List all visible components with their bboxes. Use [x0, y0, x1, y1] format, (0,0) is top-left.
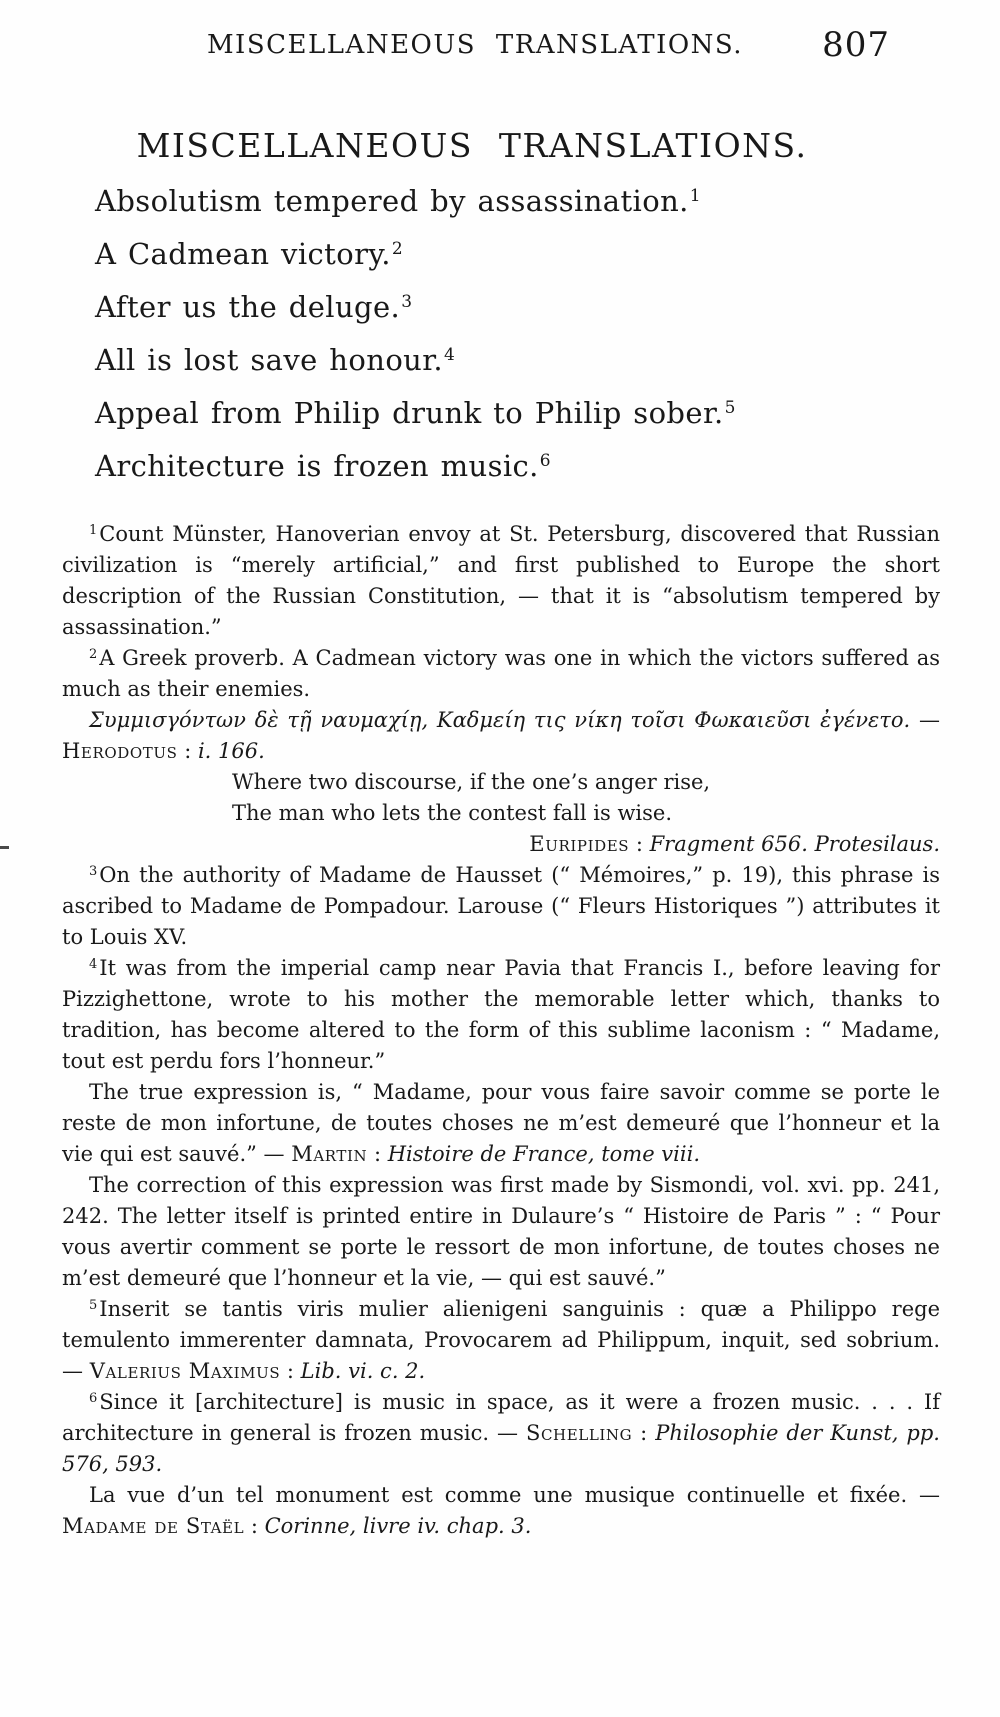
work-title: Philosophie der Kunst, pp. 576, 593. — [62, 1421, 940, 1476]
footnote-para: The true expression is, “ Madame, pour vous faire savoir comme se porte le reste de mon infortune, de toutes choses ne m’est demeuré que l’honneur et la vie qui est sauvé.” — Martin : Histoire de France, tome viii. — [62, 1080, 940, 1166]
author-name: Herodotus — [62, 739, 178, 763]
work-title: Histoire de France, tome viii. — [387, 1142, 700, 1166]
verse-line: Where two discourse, if the one’s anger rise, — [232, 770, 711, 794]
footnote-para: Συμμισγόντων δὲ τῇ ναυμαχίῃ, Καδμείη τις νίκη τοῖσι Φωκαιεῦσι ἐγένετο. — Herodotus : i. 166. — [62, 708, 940, 763]
work-title: Lib. vi. c. 2. — [300, 1359, 426, 1383]
footnote-ref: 6 — [539, 451, 552, 471]
greek-text: Συμμισγόντων δὲ τῇ ναυμαχίῃ, Καδμείη τις νίκη τοῖσι Φωκαιεῦσι ἐγένετο. — [89, 708, 911, 732]
footnote-ref: 5 — [724, 398, 736, 418]
entry-line: A Cadmean victory.$^2$ — [95, 237, 404, 271]
footnote-ref: 4 — [443, 345, 456, 365]
work-title: Fragment 656. — [649, 832, 808, 856]
running-title: MISCELLANEOUS TRANSLATIONS. — [206, 30, 744, 60]
footnote-number: 2 — [89, 647, 98, 662]
entry-line: Appeal from Philip drunk to Philip sober.$^5$ — [95, 396, 736, 430]
work-title: Corinne, livre iv. chap. 3. — [264, 1514, 532, 1538]
verse-block — [62, 767, 940, 860]
author-name: Martin — [291, 1142, 368, 1166]
footnote-para: $^3$On the authority of Madame de Hausset (“ Mémoires,” p. 19), this phrase is ascribed to Madame de Pompadour. Larouse (“ Fleurs Historiques ”) attributes it to Louis XV. — [62, 863, 940, 949]
footnote-ref: 1 — [689, 186, 701, 206]
footnote-para: La vue d’un tel monument est comme une musique continuelle et fixée. — Madame de Staël : Corinne, livre iv. chap. 3. — [62, 1483, 940, 1538]
footnote-para: $^5$Inserit se tantis viris mulier alienigeni sanguinis : quæ a Philippo rege temulento immerenter damnata, Provocarem ad Philippum, inquit, sed sobrium. — Valerius Maximus : Lib. vi. c. 2. — [62, 1297, 940, 1383]
verse-line: The man who lets the contest fall is wise. — [232, 801, 673, 825]
running-head — [0, 25, 1000, 70]
entry-line: Architecture is frozen music.$^6$ — [95, 449, 552, 483]
page-title: MISCELLANEOUS TRANSLATIONS. — [136, 126, 808, 165]
entry-line: After us the deluge.$^3$ — [95, 290, 413, 324]
entry-list — [95, 186, 945, 504]
work-title: i. 166. — [197, 739, 265, 763]
entry-line: All is lost save honour.$^4$ — [95, 343, 456, 377]
footnote-para: $^1$Count Münster, Hanoverian envoy at St. Petersburg, discovered that Russian civilization is “merely artificial,” and first published to Europe the short description of the Russian Constitution, — that it is “absolutism tempered by assassination.” — [62, 522, 940, 639]
footnote-block — [62, 519, 940, 1542]
entry-line: Absolutism tempered by assassination.$^1$ — [95, 184, 701, 218]
footnote-number: 6 — [89, 1391, 98, 1406]
author-name: Madame de Staël — [62, 1514, 245, 1538]
work-title: Protesilaus. — [814, 832, 940, 856]
footnote-ref: 2 — [391, 239, 404, 259]
author-name: Euripides — [529, 832, 630, 856]
verse-attribution: Euripides : Fragment 656. Protesilaus. — [529, 832, 940, 856]
footnote-number: 5 — [89, 1298, 98, 1313]
author-name: Schelling — [525, 1421, 633, 1445]
footnote-para: The correction of this expression was first made by Sismondi, vol. xvi. pp. 241, 242. The letter itself is printed entire in Dulaure’s “ Histoire de Paris ” : “ Pour vous avertir comment se porte le ressort de mon infortune, de toutes choses ne m’est demeuré que l’honneur et la vie, — qui est sauvé.” — [62, 1173, 940, 1290]
footnote-para: $^6$Since it [architecture] is music in space, as it were a frozen music. . . . If architecture in general is frozen music. — Schelling : Philosophie der Kunst, pp. 576, 593. — [62, 1390, 940, 1476]
page-number: 807 — [822, 25, 890, 65]
footnote-number: 1 — [89, 523, 98, 538]
author-name: Valerius Maximus — [89, 1359, 281, 1383]
footnote-number: 3 — [89, 864, 98, 879]
footnote-ref: 3 — [401, 292, 413, 312]
footnote-para: $^4$It was from the imperial camp near Pavia that Francis I., before leaving for Pizzighettone, wrote to his mother the memorable letter which, thanks to tradition, has become altered to the form of this sublime laconism : “ Madame, tout est perdu fors l’honneur.” — [62, 956, 940, 1073]
scan-artifact-mark — [0, 846, 9, 849]
footnote-number: 4 — [89, 957, 98, 972]
footnote-para: $^2$A Greek proverb. A Cadmean victory was one in which the victors suffered as much as their enemies. — [62, 646, 940, 701]
